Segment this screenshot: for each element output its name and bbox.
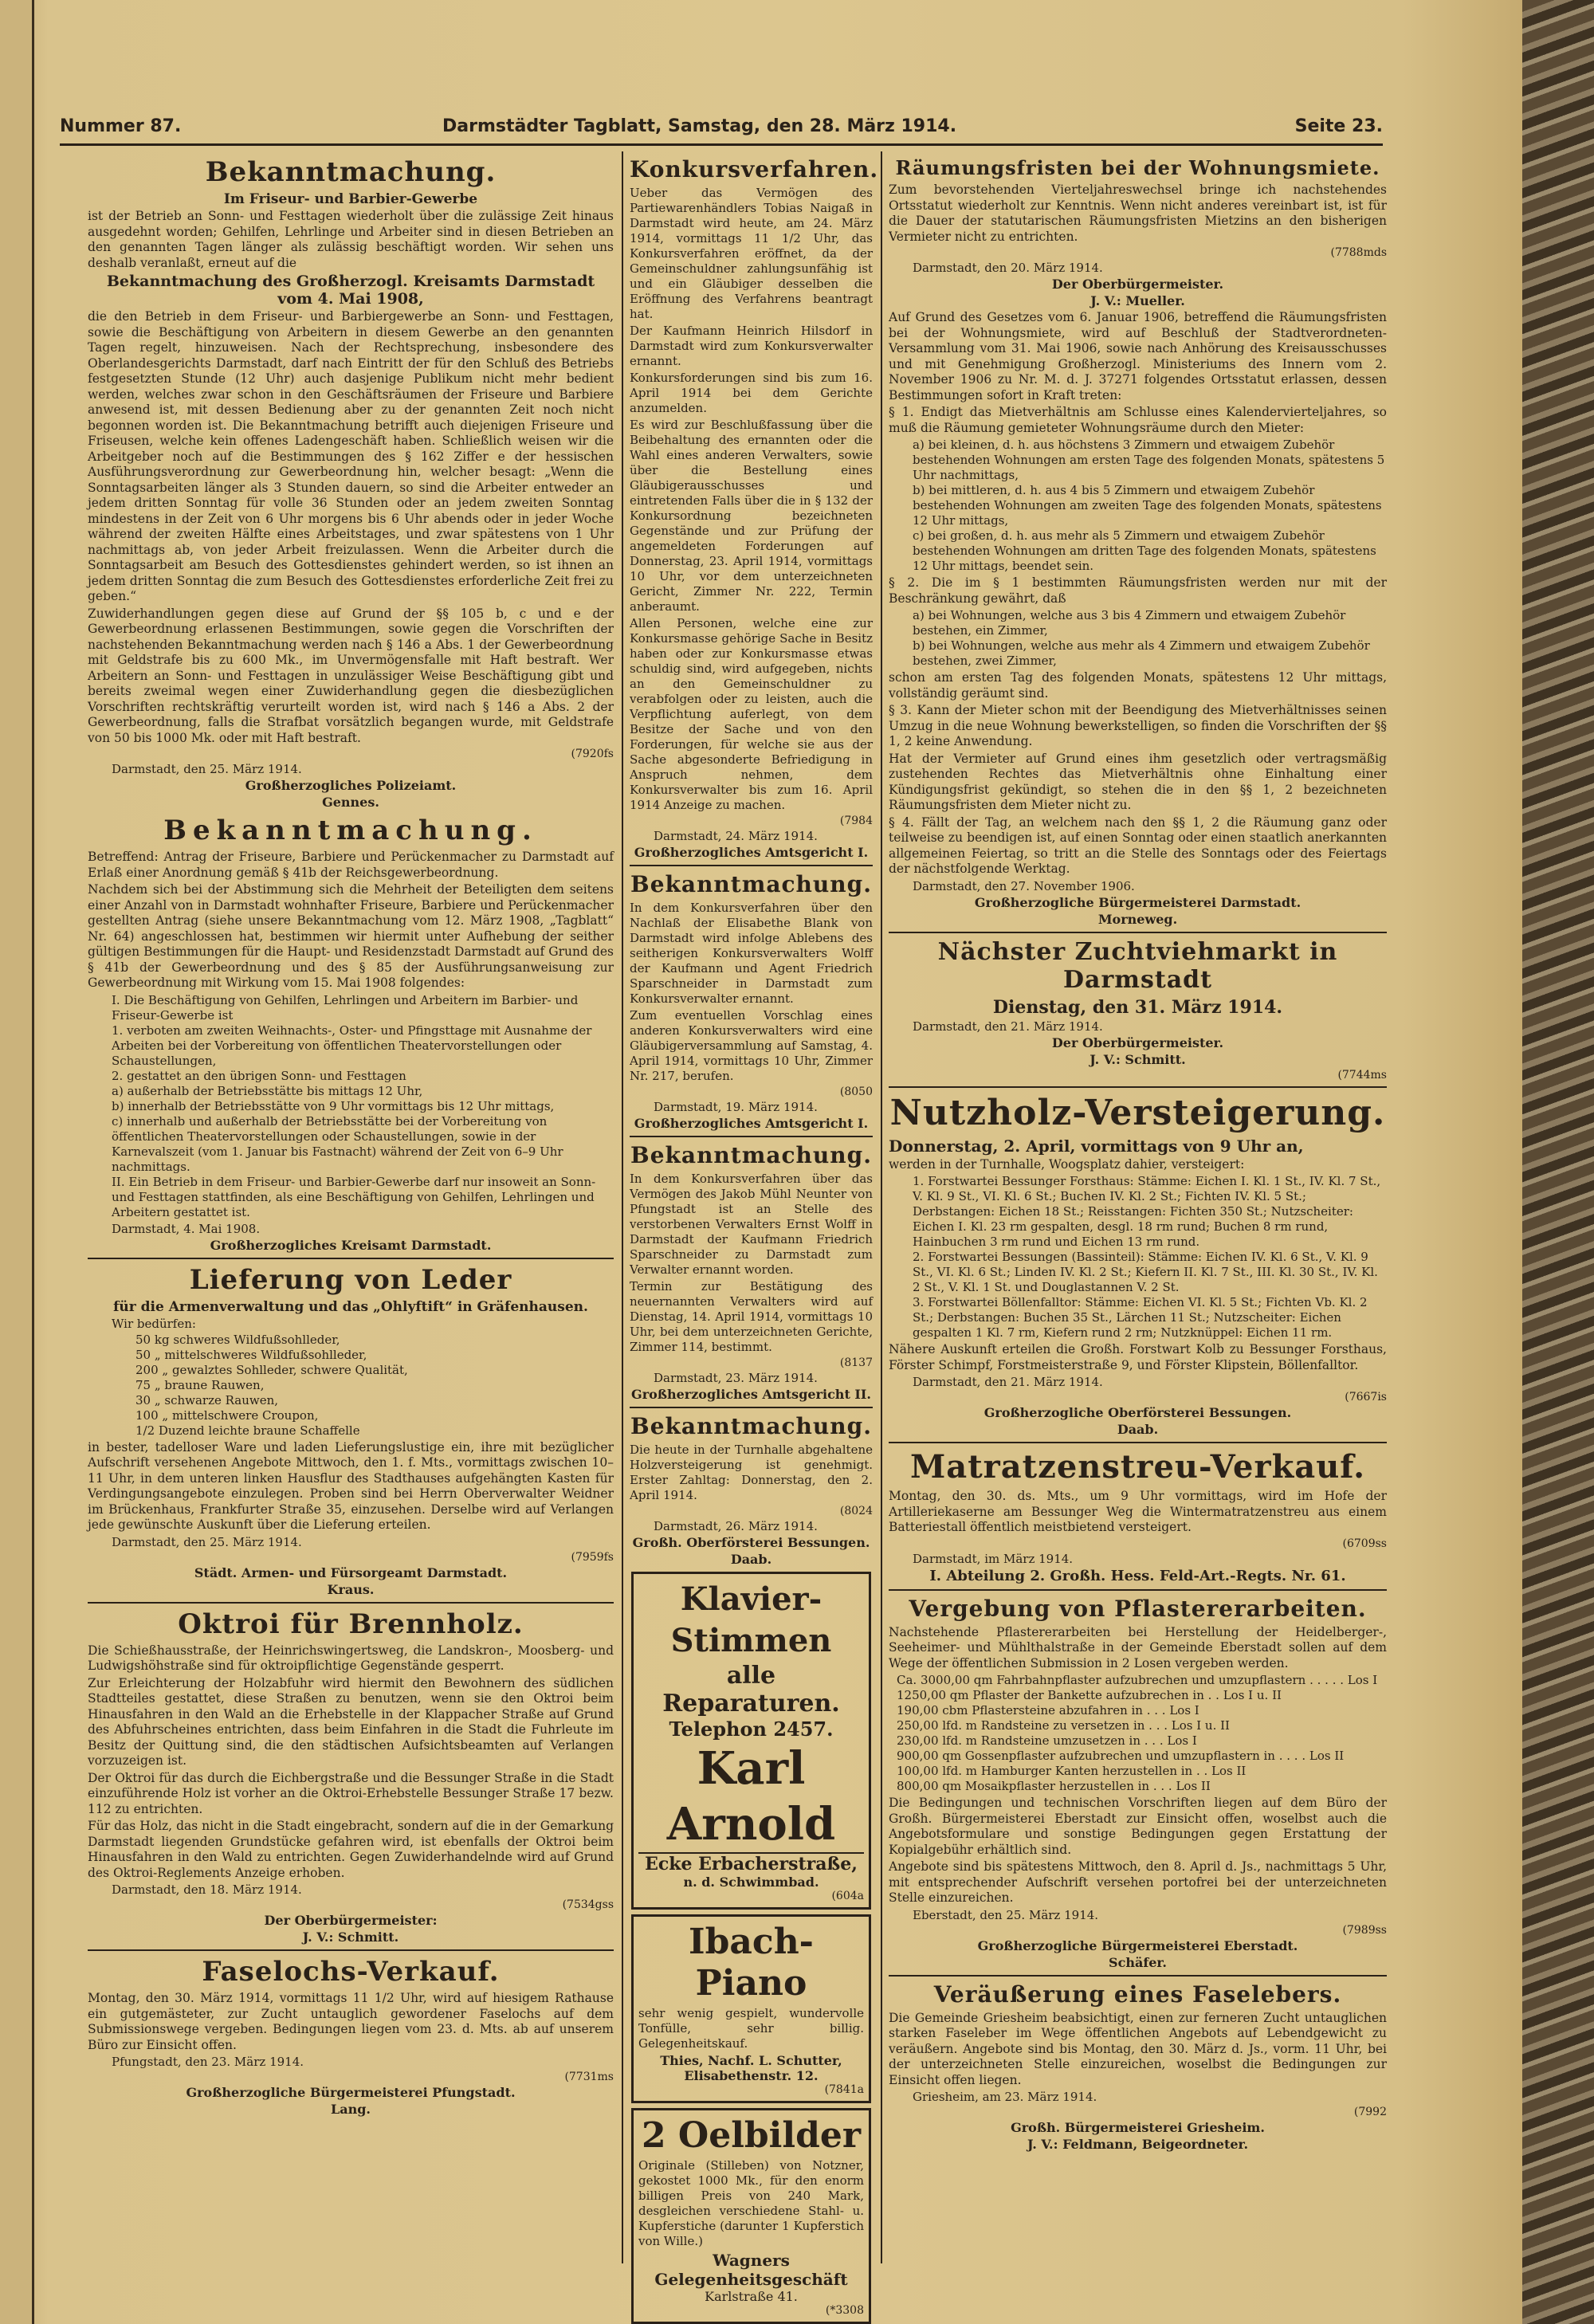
article-signature: Großherzogliches Polizeiamt.: [245, 778, 457, 793]
article-signature: Großherzogliches Amtsgericht I.: [634, 1116, 869, 1131]
article-text: die den Betrieb in dem Friseur- und Barbiergewerbe an Sonn- und Festtagen, sowie die Beschäftigung von Arbeitern in diesem Gewerbe an den genannten Tagen regelt, hinzuweisen. Nach der Rechtsprechung, insbesondere des Oberlandesgerichts Darmstadt, darf nach Eintritt der für den Schluß des Betriebs festgesetzten Stunde (12 Uhr) auch dasjenige Publikum nicht mehr bedient werden, welches zwar schon in den Geschäftsräumen der Friseure und Barbiere anwesend ist, mit dessen Bedienung aber zu der genannten Zeit noch nicht begonnen worden ist. Die Bekanntmachung betrifft auch diejenigen Friseure und Friseusen, welche kein offenes Ladengeschäft haben. Schließlich weisen wir die Arbeitgeber noch auf die Bestimmungen des § 162 Ziffer e der hessischen Ausführungsverordnung zur Gewerbeordnung hin, welcher besagt: „Wenn die Sonntagsarbeiten länger als 3 Stunden dauern, so sind die Arbeiter entweder an jedem dritten Sonntag für volle 36 Stunden oder an jedem zweiten Sonntag mindestens in der Zeit von 6 Uhr morgens bis 6 Uhr abends oder in jeder Woche während der zweiten Hälfte eines Arbeitstages, und zwar spätestens von 1 Uhr nachmittags ab, von jeder Arbeit freizulassen. Wenn die Arbeiter durch die Sonntagsarbeit am Besuch des Gottesdienstes gehindert werden, so ist ihnen an jedem dritten Sonntag die zum Besuch des Gottesdienstes erforderliche Zeit frei zu geben.“: [88, 309, 614, 603]
article-text: Hat der Vermieter auf Grund eines ihm gesetzlich oder vertragsmäßig zustehenden Rechtes das Mietverhältnis ohne Einhaltung einer Kündigungsfrist gekündigt, so stehen die in den §§ 1, 2 bezeichneten Räumungsfristen dem Mieter nicht zu.: [889, 751, 1387, 812]
separator: [630, 1136, 873, 1137]
list-item: 900,00 qm Gossenpflaster aufzubrechen und umzupflastern in . . . . Los II: [897, 1749, 1345, 1763]
list-item: 200 „ gewalztes Sohlleder, schwere Qualität,: [135, 1362, 408, 1377]
article-date: Darmstadt, 24. März 1914.: [654, 829, 818, 843]
advertisement-piano: [631, 1914, 871, 2103]
separator: [889, 1442, 1387, 1443]
article-signature: Städt. Armen- und Fürsorgeamt Darmstadt.: [194, 1564, 508, 1580]
separator: [889, 1589, 1387, 1591]
book-binding: [1522, 0, 1594, 2324]
list-item: 800,00 qm Mosaikpflaster herzustellen in . . . Los II: [897, 1779, 1211, 1793]
separator: [630, 865, 873, 866]
article-date: Pfungstadt, den 23. März 1914.: [112, 2055, 304, 2069]
ad-headline: Klavier-Stimmen: [670, 1580, 832, 1659]
list-item: 250,00 lfd. m Randsteine zu versetzen in . . . Los I u. II: [897, 1718, 1230, 1733]
ad-phone: Telephon 2457.: [669, 1717, 834, 1741]
article-signer-name: Morneweg.: [1097, 911, 1178, 927]
article-text: Angebote sind bis spätestens Mittwoch, den 8. April d. Js., nachmittags 5 Uhr, mit entsprechender Aufschrift versehen portofrei bei der unterzeichneten Stelle einzureichen.: [889, 1859, 1387, 1905]
article-signature: Großh. Bürgermeisterei Griesheim.: [1011, 2120, 1265, 2135]
separator: [630, 1407, 873, 1408]
list-item: 3. Forstwartei Böllenfalltor: Stämme: Eichen VI. Kl. 5 St.; Fichten Vb. Kl. 2 St.; Derbstangen: Buchen 35 St., Lärchen 11 St.; Nutzscheiter: Eichen gespalten 1 Kl. 7 rm, Kiefern rund 2 rm; Nutzknüppel: Eichen 11 rm.: [913, 1295, 1368, 1340]
article-date: Darmstadt, den 25. März 1914.: [112, 762, 302, 776]
list-item: a) bei kleinen, d. h. aus höchstens 3 Zimmern und etwaigem Zubehör bestehenden Wohnungen am ersten Tage des folgenden Monats, spätestens 5 Uhr nachmittags,: [913, 438, 1385, 482]
list-item: a) außerhalb der Betriebsstätte bis mittags 12 Uhr,: [112, 1083, 423, 1098]
list-item: I. Die Beschäftigung von Gehilfen, Lehrlingen und Arbeitern im Barbier- und Friseur-Gewerbe ist: [112, 992, 579, 1023]
article-signer-name: Gennes.: [322, 795, 379, 810]
article-text: Die Gemeinde Griesheim beabsichtigt, einen zur ferneren Zucht untauglichen starken Faseleber im Wege öffentlichen Angebots auf Lebendgewicht zu veräußern. Angebote sind bis Montag, den 30. März d. Js., vorm. 11 Uhr, bei der unterzeichneten Stelle einzureichen, woselbst die Bedingungen zur Einsicht offen liegen.: [889, 2010, 1387, 2087]
ad-text: Originale (Stilleben) von Notzner, gekostet 1000 Mk., für den enorm billigen Preis von 240 Mark, desgleichen verschiedene Stahl- u. Kupferstiche (darunter 1 Kupferstich von Wille.): [638, 2158, 864, 2248]
article-signer-name: J. V.: Mueller.: [1090, 293, 1185, 308]
article-text: werden in der Turnhalle, Woogsplatz dahier, versteigert:: [889, 1156, 1245, 1172]
list-item: 230,00 lfd. m Randsteine umzusetzen in . . . Los I: [897, 1733, 1197, 1748]
separator: [889, 1086, 1387, 1088]
ad-code: (6709ss: [1342, 1537, 1387, 1550]
article-text: § 3. Kann der Mieter schon mit der Beendigung des Mietverhältnisses seinen Umzug in die neue Wohnung bewerkstelligen, so finden die Vorschriften der §§ 1, 2 keine Anwendung.: [889, 703, 1387, 748]
ad-code: (7788mds: [1330, 246, 1387, 259]
column-rule: [622, 151, 623, 2263]
article-text: Nachdem sich bei der Abstimmung sich die Mehrheit der Beteiligten dem seitens einer Anzahl von in Darmstadt wohnhafter Friseure, Barbiere und Perückenmacher gestellten Antrag (siehe unsere Bekanntmachung vom 12. März 1908, „Tagblatt“ Nr. 64) angeschlossen hat, bestimmen wir hiermit unter Aufhebung der seither gültigen Bestimmungen für die Haupt- und Residenzstadt Darmstadt auf Grund des § 41b der Gewerbeordnung und des § 85 der Ausführungsanweisung zur Gewerbeordnung mit Wirkung vom 15. Mai 1908 folgendes:: [88, 882, 614, 990]
article-signer-name: J. V.: Schmitt.: [302, 1929, 399, 1945]
article-text: Wir bedürfen:: [112, 1316, 196, 1331]
ad-code: (7667is: [1345, 1391, 1387, 1403]
article-text: Nähere Auskunft erteilen die Großh. Forstwart Kolb zu Bessunger Forsthaus, Förster Schimpf, Forstmeisterstraße 9, und Förster Klipstein, Böllenfalltor.: [889, 1342, 1387, 1372]
ad-code: (7731ms: [564, 2071, 614, 2083]
article-bold-text: Bekanntmachung des Großherzogl. Kreisamts Darmstadt vom 4. Mai 1908,: [106, 273, 595, 308]
ad-line: alle Reparaturen.: [662, 1662, 840, 1717]
article-text: Zuwiderhandlungen gegen diese auf Grund der §§ 105 b, c und e der Gewerbeordnung erlassenen Bestimmungen, sowie gegen die Vorschriften der nachstehenden Bekanntmachung werden nach § 146 a Abs. 1 der Gewerbeordnung mit Geldstrafe bis zu 600 Mk., im Unvermögensfalle mit Haft bestraft. Wer Arbeitern an Sonn- und Festtagen in unzulässiger Weise Beschäftigung gibt und bereits zweimal wegen einer Zuwiderhandlung gegen die diesbezüglichen Vorschriften rechtskräftig verurteilt worden ist, wird nach § 146 a Abs. 2 der Gewerbeordnung, falls die Strafbat vorsätzlich begangen wurde, mit Geldstrafe von 50 bis 1000 Mk. oder mit Haft bestraft.: [88, 606, 614, 745]
article-signature: Großherzogliches Kreisamt Darmstadt.: [210, 1237, 492, 1253]
ad-address: Ecke Erbacherstraße,: [638, 1852, 864, 1875]
advertisement-paintings: [631, 2108, 871, 2324]
article-text: § 1. Endigt das Mietverhältnis am Schlusse eines Kalendervierteljahres, so muß die Räumung gemieteter Wohnungsräume durch den Mieter:: [889, 405, 1387, 435]
separator: [88, 1949, 614, 1951]
page-number: Seite 23.: [1294, 116, 1383, 136]
article-signature: Der Oberbürgermeister.: [1051, 1034, 1224, 1050]
article-text: Der Oktroi für das durch die Eichbergstraße und die Bessunger Straße in die Stadt einzuführende Holz ist vorher an die Oktroi-Erhebstelle Bessunger Straße 17 bezw. 112 zu entrichten.: [88, 1770, 614, 1816]
article-signer-name: Lang.: [330, 2102, 371, 2117]
article-title: Bekanntmachung.: [205, 156, 497, 188]
column-rule: [881, 151, 882, 2263]
list-item: 190,00 cbm Pflastersteine abzufahren in . . . Los I: [897, 1703, 1199, 1717]
separator: [889, 932, 1387, 933]
ad-text: sehr wenig gespielt, wundervolle Tonfülle, sehr billig. Gelegenheitskauf.: [638, 2006, 864, 2051]
list-item: c) bei großen, d. h. aus mehr als 5 Zimmern und etwaigem Zubehör bestehenden Wohnungen am dritten Tage des folgenden Monats, spätestens 12 Uhr mittags, beendet sein.: [913, 528, 1376, 573]
article-subtitle: für die Armenverwaltung und das „Ohlyftift“ in Gräfenhausen.: [113, 1298, 588, 1315]
list-item: c) innerhalb und außerhalb der Betriebsstätte bei der Vorbereitung von öffentlichen Theatervorstellungen oder Schaustellungen, sowie in der Karnevalszeit (vom 1. Januar bis Fastnacht) während der Zeit von 6–9 Uhr nachmittags.: [112, 1113, 563, 1174]
article-signature: Großherzogliche Oberförsterei Bessungen.: [983, 1405, 1292, 1420]
list-item: b) bei Wohnungen, welche aus mehr als 4 Zimmern und etwaigem Zubehör bestehen, zwei Zimmer,: [913, 638, 1370, 668]
ad-code: (8050: [839, 1085, 873, 1098]
list-item: 100,00 lfd. m Hamburger Kanten herzustellen in . . Los II: [897, 1764, 1247, 1778]
article-subtitle: Dienstag, den 31. März 1914.: [992, 996, 1283, 1018]
ad-code: (8137: [839, 1356, 873, 1369]
ad-name: Karl Arnold: [666, 1742, 836, 1851]
article-text: Die heute in der Turnhalle abgehaltene Holzversteigerung ist genehmigt. Erster Zahltag: Donnerstag, den 2. April 1914.: [630, 1443, 873, 1502]
ad-code: (7992: [1353, 2106, 1387, 2118]
article-signer-name: J. V.: Feldmann, Beigeordneter.: [1027, 2137, 1249, 2152]
article-text: Die Bedingungen und technischen Vorschriften liegen auf dem Büro der Großh. Bürgermeisterei Eberstadt zur Einsicht offen, woselbst auch die Angebotsformulare und sonstige Bedingungen gegen Erstattung der Kopialgebühr erhältlich sind.: [889, 1796, 1387, 1857]
ad-address: Karlstraße 41.: [705, 2289, 798, 2304]
article-text: Zum eventuellen Vorschlag eines anderen Konkursverwalters wird eine Gläubigerversammlung auf Samstag, 4. April 1914, vormittags 10 Uhr, Zimmer Nr. 217, berufen.: [630, 1008, 873, 1083]
ad-code: (7920fs: [571, 748, 614, 760]
article-date: Darmstadt, im März 1914.: [913, 1551, 1074, 1566]
article-signer-name: J. V.: Schmitt.: [1089, 1051, 1186, 1067]
article-title: Bekanntmachung.: [630, 1413, 872, 1439]
article-text: § 4. Fällt der Tag, an welchem nach den §§ 1, 2 die Räumung ganz oder teilweise zu beendigen ist, auf einen Sonntag oder einen staatlich anerkannten allgemeinen Feiertag, so tritt an die Stelle des Sonntags oder des Feiertags der nächstfolgende Werktag.: [889, 815, 1387, 876]
page-header: [60, 112, 1383, 146]
article-subtitle: Donnerstag, 2. April, vormittags von 9 Uhr an,: [889, 1136, 1304, 1156]
article-title: Bekanntmachung.: [163, 815, 538, 846]
article-title: Lieferung von Leder: [189, 1263, 512, 1296]
advertisement-piano-tuning: [631, 1572, 871, 1910]
left-page-edge: [0, 0, 34, 2324]
article-text: Montag, den 30. ds. Mts., um 9 Uhr vormittags, wird im Hofe der Artilleriekaserne am Bessunger Weg die Wintermatratzenstreu aus einem Batteriestall öffentlich meistbietend versteigert.: [889, 1489, 1387, 1534]
article-text: schon am ersten Tag des folgenden Monats, spätestens 12 Uhr mittags, vollständig geräumt sind.: [889, 670, 1387, 701]
article-text: Der Kaufmann Heinrich Hilsdorf in Darmstadt wird zum Konkursverwalter ernannt.: [630, 324, 873, 368]
article-subtitle: Im Friseur- und Barbier-Gewerbe: [223, 191, 478, 207]
article-signature: Großh. Oberförsterei Bessungen.: [632, 1535, 870, 1550]
list-item: b) bei mittleren, d. h. aus 4 bis 5 Zimmern und etwaigem Zubehör bestehenden Wohnungen am zweiten Tage des folgenden Monats, spätestens 12 Uhr mittags,: [913, 483, 1382, 528]
list-item: 1. verboten am zweiten Weihnachts-, Oster- und Pfingsttage mit Ausnahme der Arbeiten bei der Vorbereitung von öffentlichen Theatervorstellungen oder Schaustellungen,: [112, 1023, 592, 1068]
article-text: Auf Grund des Gesetzes vom 6. Januar 1906, betreffend die Räumungsfristen bei der Wohnungsmiete, wird auf Beschluß der Stadtverordneten-Versammlung vom 31. Mai 1906, sowie nach Anhörung des Kreisausschusses und mit Genehmigung Großherzogl. Ministeriums des Innern vom 2. November 1906 zu Nr. M. d. J. 37271 folgendes Ortsstatut erlassen, dessen Bestimmungen sofort in Kraft treten:: [889, 310, 1387, 402]
article-signer-name: Schäfer.: [1109, 1954, 1167, 1970]
article-text: Betreffend: Antrag der Friseure, Barbiere und Perückenmacher zu Darmstadt auf Erlaß einer Anordnung gemäß § 41b der Reichsgewerbeordnung.: [88, 850, 614, 880]
list-item: 50 „ mittelschweres Wildfußsohlleder,: [135, 1347, 367, 1362]
separator: [88, 1602, 614, 1604]
article-text: Die Schießhausstraße, der Heinrichswingertsweg, die Landskron-, Moosberg- und Ludwigshöhstraße sind für oktroipflichtige Gegenstände gesperrt.: [88, 1643, 614, 1673]
article-title: Bekanntmachung.: [630, 1142, 872, 1168]
list-item: 1250,00 qm Pflaster der Bankette aufzubrechen in . . Los I u. II: [897, 1688, 1282, 1702]
list-item: 2. Forstwartei Bessungen (Bassinteil): Stämme: Eichen IV. Kl. 6 St., V. Kl. 9 St., VI. Kl. 6 St.; Linden IV. Kl. 2 St.; Kiefern II. Kl. 7 St., III. Kl. 30 St., IV. Kl. 2 St., V. Kl. 1 St. und Douglastannen V. 2 St.: [913, 1250, 1378, 1294]
article-date: Darmstadt, 26. März 1914.: [654, 1519, 818, 1533]
article-text: Zum bevorstehenden Vierteljahreswechsel bringe ich nachstehendes Ortsstatut wiederholt zur Kenntnis. Wenn nicht anderes vereinbart ist, ist für die Dauer der statutarischen Räumungsfristen Mietzins an den bisherigen Vermieter nicht zu entrichten.: [889, 183, 1387, 244]
column-3: [889, 151, 1387, 2271]
ad-address: n. d. Schwimmbad.: [683, 1875, 819, 1890]
article-title: Vergebung von Pflastererarbeiten.: [909, 1595, 1367, 1622]
article-signature: Großherzogliches Amtsgericht II.: [631, 1387, 871, 1402]
ad-code: (7989ss: [1342, 1923, 1387, 1937]
article-text: Allen Personen, welche eine zur Konkursmasse gehörige Sache in Besitz haben oder zur Konkursmasse etwas schuldig sind, wird aufgegeben, nichts an den Gemeinschuldner zu verabfolgen oder zu leisten, auch die Verpflichtung auferlegt, von dem Besitze der Sache und von den Forderungen, für welche sie aus der Sache abgesonderte Befriedigung in Anspruch nehmen, dem Konkursverwalter bis zum 16. April 1914 Anzeige zu machen.: [630, 616, 873, 812]
article-title: Faselochs-Verkauf.: [202, 1956, 500, 1988]
ad-code: (*3308: [825, 2304, 864, 2317]
article-title: Nächster Zuchtviehmarkt in Darmstadt: [937, 937, 1338, 994]
article-text: ist der Betrieb an Sonn- und Festtagen wiederholt über die zulässige Zeit hinaus ausgedehnt worden; Gehilfen, Lehrlinge und Arbeiter sind in diesen Betrieben an den genannten Tagen länger als zulässig beschäftigt worden. Wir sehen uns deshalb veranlaßt, erneut auf die: [88, 209, 614, 270]
column-1: [88, 151, 614, 2271]
article-date: Darmstadt, den 21. März 1914.: [913, 1019, 1103, 1034]
article-text: Termin zur Bestätigung des neuernannten Verwalters wird auf Dienstag, 14. April 1914, vormittags 10 Uhr, bei dem unterzeichneten Gerichte, Zimmer 114, bestimmt.: [630, 1279, 873, 1354]
article-signature: Großherzogliche Bürgermeisterei Eberstadt.: [977, 1937, 1298, 1953]
article-title: Bekanntmachung.: [630, 871, 872, 897]
ad-address: Thies, Nachf. L. Schutter, Elisabethenstr. 12.: [660, 2053, 842, 2083]
article-text: Montag, den 30. März 1914, vormittags 11 1/2 Uhr, wird auf hiesigem Rathause ein gutgemästeter, zur Zucht untauglich gewordener Faselochs auf dem Submissionswege vergeben. Bedingungen liegen vom 23. d. Mts. ab auf unserem Büro zur Einsicht offen.: [88, 1991, 614, 2052]
ad-code: (604a: [831, 1890, 864, 1902]
list-item: 50 kg schweres Wildfußsohlleder,: [135, 1332, 340, 1347]
article-date: Darmstadt, 4. Mai 1908.: [112, 1221, 261, 1236]
list-item: 2. gestattet an den übrigen Sonn- und Festtagen: [112, 1068, 406, 1083]
article-title: Oktroi für Brennholz.: [178, 1608, 524, 1640]
article-text: in bester, tadelloser Ware und laden Lieferungslustige ein, ihre mit bezüglicher Aufschrift versehenen Angebote Mittwoch, den 1. f. Mts., vormittags zwischen 10–11 Uhr, in dem unteren linken Hausflur des Stadthauses aufgehängten Kasten für Verdingungsangebote einzulegen. Proben sind bei Herrn Oberverwalter Weidner im Brückenhaus, Frankfurter Straße 35, einzusehen. Derselbe wird auf Verlangen jede gewünschte Auskunft über die Lieferung erteilen.: [88, 1439, 614, 1532]
column-2: [630, 151, 879, 2317]
article-text: Konkursforderungen sind bis zum 16. April 1914 bei dem Gerichte anzumelden.: [630, 371, 873, 415]
list-item: a) bei Wohnungen, welche aus 3 bis 4 Zimmern und etwaigem Zubehör bestehen, ein Zimmer,: [913, 608, 1346, 638]
ad-code: (7744ms: [1337, 1068, 1387, 1082]
ad-code: (8024: [839, 1505, 873, 1517]
article-text: In dem Konkursverfahren über das Vermögen des Jakob Mühl Neunter von Pfungstadt ist an Stelle des verstorbenen Verwalters Ernst Wolff in Darmstadt der Kaufmann Friedrich Sparschneider zu Darmstadt zum Verwalter ernannt worden.: [630, 1172, 873, 1277]
article-title: Konkursverfahren.: [630, 156, 879, 183]
article-date: Eberstadt, den 25. März 1914.: [913, 1907, 1099, 1922]
article-date: Darmstadt, den 21. März 1914.: [913, 1375, 1103, 1389]
article-signature: Großherzogliche Bürgermeisterei Darmstadt.: [974, 894, 1302, 910]
ad-headline: 2 Oelbilder: [641, 2115, 862, 2156]
article-text: In dem Konkursverfahren über den Nachlaß der Elisabethe Blank von Darmstadt wird infolge Ablebens des seitherigen Konkursverwalters Wolff der Kaufmann und Agent Friedrich Sparschneider in Darmstadt zum Konkursverwalter ernannt.: [630, 901, 873, 1006]
article-signature: I. Abteilung 2. Großh. Hess. Feld-Art.-Regts. Nr. 61.: [929, 1567, 1346, 1584]
article-text: Nachstehende Pflastererarbeiten bei Herstellung der Heidelberger-, Seeheimer- und Mühlthalstraße in der Gemeinde Eberstadt sollen auf dem Wege der öffentlichen Submission in 2 Losen vergeben werden.: [889, 1624, 1387, 1670]
issue-number: Nummer 87.: [60, 116, 182, 136]
list-item: b) innerhalb der Betriebsstätte von 9 Uhr vormittags bis 12 Uhr mittags,: [112, 1098, 555, 1113]
article-title: Matratzenstreu-Verkauf.: [910, 1448, 1365, 1486]
article-signature: Großherzogliches Amtsgericht I.: [634, 845, 869, 860]
ad-code: (7984: [839, 815, 873, 827]
ad-headline: Ibach-Piano: [689, 1922, 814, 2004]
article-text: Zur Erleichterung der Holzabfuhr wird hiermit den Bewohnern des südlichen Stadtteiles gestattet, diese Straßen zu benutzen, wenn sie den Oktroi beim Hinausfahren in den Wald an die Erhebstelle in der Klappacher Straße auf Grund des Abfuhrscheines entrichten, dass beim Einfahren in die Stadt die Fuhrleute im Besitz der Quittung sind, die den städtischen Aufsichtsbeamten auf Verlangen vorzuzeigen ist.: [88, 1675, 614, 1768]
newspaper-title: Darmstädter Tagblatt, Samstag, den 28. März 1914.: [442, 116, 957, 136]
article-date: Darmstadt, 23. März 1914.: [654, 1371, 818, 1385]
ad-code: (7841a: [824, 2083, 864, 2096]
article-title: Räumungsfristen bei der Wohnungsmiete.: [895, 156, 1380, 179]
article-date: Darmstadt, den 18. März 1914.: [112, 1882, 302, 1897]
article-signer-name: Kraus.: [327, 1581, 375, 1597]
ad-code: (7534gss: [562, 1898, 614, 1911]
separator: [88, 1258, 614, 1259]
article-date: Darmstadt, den 20. März 1914.: [913, 261, 1103, 275]
list-item: II. Ein Betrieb in dem Friseur- und Barbier-Gewerbe darf nur insoweit an Sonn- und Festtagen stattfinden, als eine Beschäftigung von Gehilfen, Lehrlingen und Arbeitern gestattet ist.: [112, 1174, 596, 1219]
article-signature: Der Oberbürgermeister.: [1051, 277, 1224, 292]
separator: [889, 1975, 1387, 1977]
article-date: Griesheim, am 23. März 1914.: [913, 2090, 1097, 2104]
article-text: Es wird zur Beschlußfassung über die Beibehaltung des ernannten oder die Wahl eines anderen Verwalters, sowie über die Bestellung eines Gläubigerausschusses und eintretenden Falls über die in § 132 der Konkursordnung bezeichneten Gegenstände und zur Prüfung der angemeldeten Forderungen auf Donnerstag, 23. April 1914, vormittags 10 Uhr, vor dem unterzeichneten Gericht, Zimmer Nr. 222, Termin anberaumt.: [630, 418, 873, 614]
article-text: § 2. Die im § 1 bestimmten Räumungsfristen werden nur mit der Beschränkung gewährt, daß: [889, 575, 1387, 606]
article-signature: Der Oberbürgermeister:: [264, 1913, 438, 1928]
article-title: Veräußerung eines Faselebers.: [933, 1981, 1342, 2008]
list-item: Ca. 3000,00 qm Fahrbahnpflaster aufzubrechen und umzupflastern . . . . . Los I: [897, 1673, 1378, 1687]
list-item: 1. Forstwartei Bessunger Forsthaus: Stämme: Eichen I. Kl. 1 St., IV. Kl. 7 St., V. Kl. 9 St., VI. Kl. 6 St.; Buchen IV. Kl. 2 St.; Fichten IV. Kl. 5 St.; Derbstangen: Eichen 18 St.; Reisstangen: Fichten 350 St.; Nutzscheiter: Eichen I. Kl. 23 rm gespalten, desgl. 18 rm rund; Buchen 8 rm rund, Hainbuchen 3 rm rund und Eichen 13 rm rund.: [913, 1174, 1381, 1249]
list-item: 30 „ schwarze Rauwen,: [135, 1392, 279, 1407]
ad-shop: Wagners Gelegenheitsgeschäft: [654, 2251, 848, 2289]
article-signer-name: Daab.: [1117, 1422, 1159, 1437]
article-date: Darmstadt, den 25. März 1914.: [112, 1534, 302, 1549]
article-date: Darmstadt, den 27. November 1906.: [913, 878, 1135, 893]
list-item: 100 „ mittelschwere Croupon,: [135, 1407, 319, 1423]
list-item: 75 „ braune Rauwen,: [135, 1377, 265, 1392]
ad-code: (7959fs: [571, 1550, 614, 1564]
article-date: Darmstadt, 19. März 1914.: [654, 1100, 818, 1114]
article-signer-name: Daab.: [730, 1552, 772, 1567]
article-text: Für das Holz, das nicht in die Stadt eingebracht, sondern auf die in der Gemarkung Darmstadt liegenden Grundstücke gefahren wird, ist ebenfalls der Oktroi beim Hinausfahren in den Wald zu entrichten. Gegen Zuwiderhandelnde wird auf Grund des Oktroi-Reglements Anzeige erhoben.: [88, 1819, 614, 1880]
list-item: 1/2 Duzend leichte braune Schaffelle: [135, 1423, 360, 1438]
article-title: Nutzholz-Versteigerung.: [889, 1092, 1386, 1133]
article-text: Ueber das Vermögen des Partiewarenhändlers Tobias Naigaß in Darmstadt wird heute, am 24. März 1914, vormittags 11 1/2 Uhr, das Konkursverfahren eröffnet, da der Gemeinschuldner zahlungsunfähig ist und ein Gläubiger desselben die Eröffnung des Verfahrens beantragt hat.: [630, 186, 873, 321]
article-signature: Großherzogliche Bürgermeisterei Pfungstadt.: [186, 2085, 516, 2100]
